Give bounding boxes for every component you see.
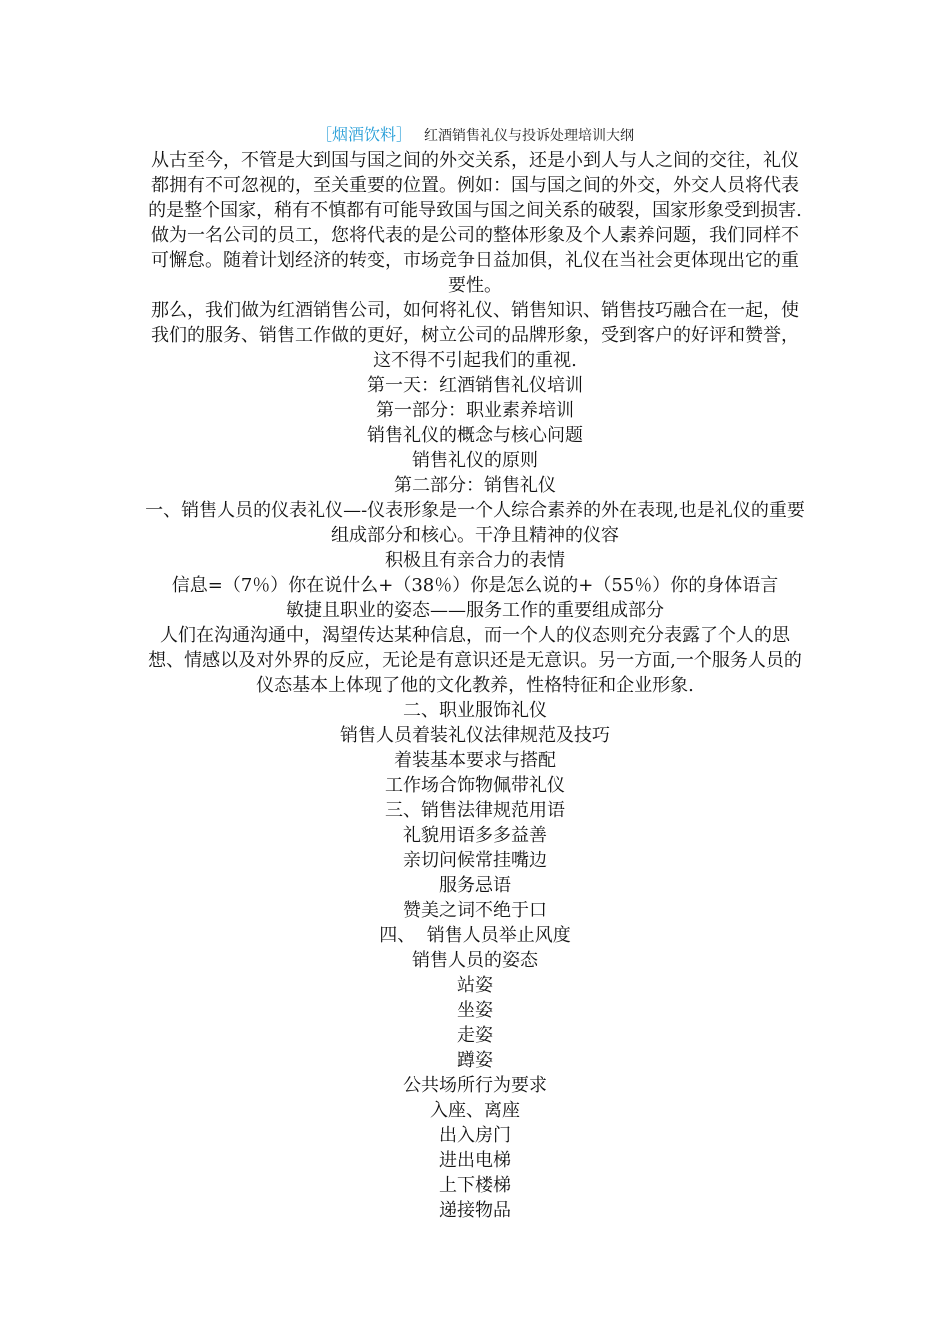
outline-item: 敏捷且职业的姿态——服务工作的重要组成部分 xyxy=(286,600,664,621)
document-header xyxy=(144,125,806,146)
outline-day-heading: 第一天：红酒销售礼仪培训 xyxy=(367,375,583,396)
outline-item: 坐姿 xyxy=(457,1000,493,1021)
outline-item: 递接物品 xyxy=(439,1200,511,1221)
outline-section-heading: 四、 销售人员举止风度 xyxy=(379,925,571,946)
document-title: 红酒销售礼仪与投诉处理培训大纲 xyxy=(424,128,634,144)
outline-item: 亲切问候常挂嘴边 xyxy=(403,850,547,871)
outline-list xyxy=(144,373,806,1223)
outline-item: 公共场所行为要求 xyxy=(403,1075,547,1096)
outline-item: 入座、离座 xyxy=(430,1100,520,1121)
outline-item: 进出电梯 xyxy=(439,1150,511,1171)
outline-item: 信息=（7％）你在说什么+（38％）你是怎么说的+（55％）你的身体语言 xyxy=(171,575,779,596)
outline-item: 赞美之词不绝于口 xyxy=(403,900,547,921)
outline-item: 积极且有亲合力的表情 xyxy=(385,550,565,571)
outline-section-paragraph: 一、销售人员的仪表礼仪—-仪表形象是一个人综合素养的外在表现,也是礼仪的重要组成部分和核心。干净且精神的仪容 xyxy=(145,500,805,546)
outline-part-heading: 第二部分：销售礼仪 xyxy=(394,475,556,496)
outline-item: 销售人员的姿态 xyxy=(412,950,538,971)
outline-item: 礼貌用语多多益善 xyxy=(403,825,547,846)
outline-item: 上下楼梯 xyxy=(439,1175,511,1196)
outline-item: 销售礼仪的概念与核心问题 xyxy=(367,425,583,446)
outline-section-heading: 三、销售法律规范用语 xyxy=(385,800,565,821)
outline-item: 站姿 xyxy=(457,975,493,996)
document-body xyxy=(144,125,806,1223)
outline-item: 销售人员着装礼仪法律规范及技巧 xyxy=(340,725,610,746)
intro-paragraph-2: 那么，我们做为红酒销售公司，如何将礼仪、销售知识、销售技巧融合在一起，使我们的服务、销售工作做的更好，树立公司的品牌形象，受到客户的好评和赞誉，这不得不引起我们的重视. xyxy=(151,300,799,371)
outline-item: 服务忌语 xyxy=(439,875,511,896)
intro-paragraph-1: 从古至今，不管是大到国与国之间的外交关系，还是小到人与人之间的交往，礼仪都拥有不可忽视的，至关重要的位置。例如：国与国之间的外交，外交人员将代表的是整个国家，稍有不慎都有可能导致国与国之间关系的破裂，国家形象受到损害.做为一名公司的员工，您将代表的是公司的整体形象及个人素养问题，我们同样不可懈怠。随着计划经济的转变，市场竞争日益加俱，礼仪在当社会更体现出它的重要性。 xyxy=(148,150,802,296)
outline-item: 销售礼仪的原则 xyxy=(412,450,538,471)
outline-item: 着装基本要求与搭配 xyxy=(394,750,556,771)
outline-paragraph: 人们在沟通沟通中，渴望传达某种信息，而一个人的仪态则充分表露了个人的思想、情感以及对外界的反应，无论是有意识还是无意识。另一方面,一个服务人员的仪态基本上体现了他的文化教养，性格特征和企业形象. xyxy=(148,625,802,696)
outline-part-heading: 第一部分：职业素养培训 xyxy=(376,400,574,421)
outline-item: 工作场合饰物佩带礼仪 xyxy=(385,775,565,796)
outline-section-heading: 二、职业服饰礼仪 xyxy=(403,700,547,721)
outline-item: 走姿 xyxy=(457,1025,493,1046)
outline-item: 蹲姿 xyxy=(457,1050,493,1071)
outline-item: 出入房门 xyxy=(439,1125,511,1146)
category-tag[interactable]: ［烟酒饮料］ xyxy=(315,125,412,144)
